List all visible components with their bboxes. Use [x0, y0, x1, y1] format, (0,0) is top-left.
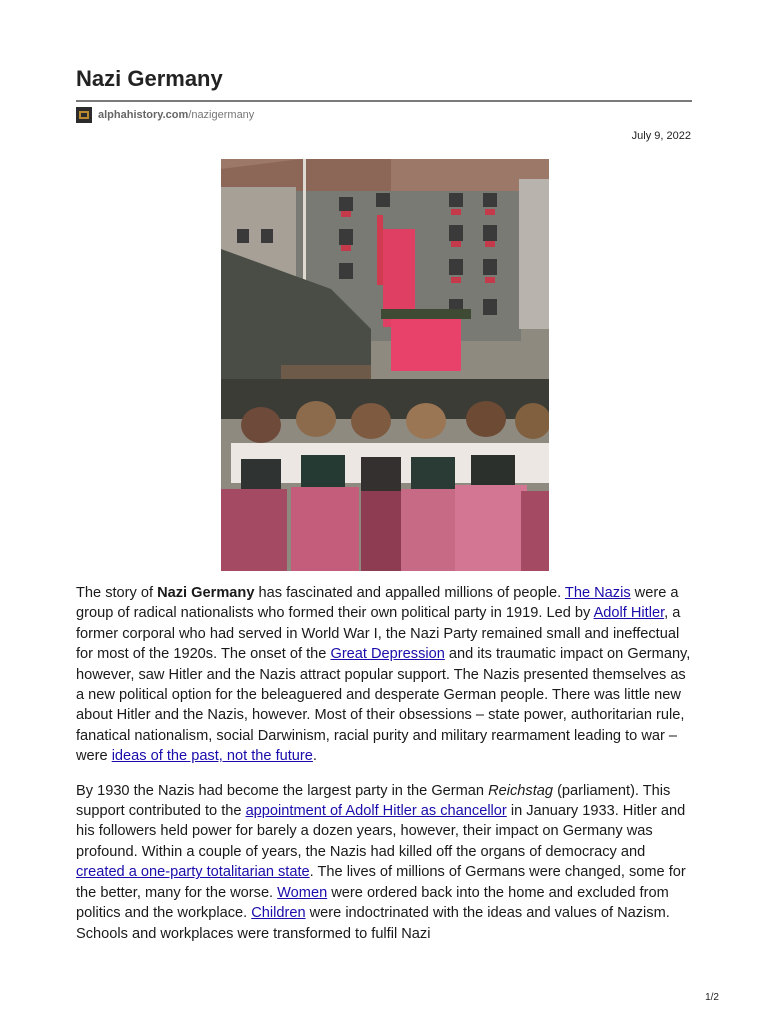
- link-appointment-chancellor[interactable]: appointment of Adolf Hitler as chancellor: [245, 803, 507, 820]
- text-run: . The lives of millions of Germans were changed, some for the better, many for the worse.: [76, 864, 686, 901]
- text-run: , a former corporal who had served in World War I, the Nazi Party remained small and ineffectual for most of the 1920s. The onset of the: [76, 605, 681, 663]
- italic-text: Reichstag: [488, 782, 554, 799]
- article-body: [76, 583, 692, 958]
- link-the-nazis[interactable]: The Nazis: [564, 585, 631, 601]
- link-great-depression[interactable]: Great Depression: [330, 646, 445, 663]
- bold-text: Nazi Germany: [157, 585, 255, 601]
- source-domain[interactable]: alphahistory.com: [98, 109, 189, 121]
- rally-photo: [221, 159, 549, 571]
- link-one-party-state[interactable]: created a one-party totalitarian state: [76, 864, 310, 881]
- text-run: .: [312, 748, 317, 765]
- title-divider: [76, 100, 692, 102]
- publish-date: July 9, 2022: [631, 130, 691, 142]
- page-title: Nazi Germany: [76, 66, 223, 91]
- source-line[interactable]: [76, 107, 254, 123]
- text-run: were indoctrinated with the ideas and values of Nazism. Schools and workplaces were transformed to fulfil Nazi: [76, 905, 670, 942]
- paragraph-second: [76, 781, 692, 944]
- text-run: By 1930 the Nazis had become the largest party in the German: [76, 782, 489, 799]
- alphahistory-favicon-icon: [76, 107, 92, 123]
- link-women[interactable]: Women: [277, 884, 328, 901]
- paragraph-intro: [76, 583, 692, 767]
- page-number: 1/2: [705, 992, 719, 1003]
- text-run: (parliament). This support contributed to the: [76, 782, 671, 820]
- source-path[interactable]: /nazigermany: [188, 109, 255, 121]
- link-adolf-hitler[interactable]: Adolf Hitler: [593, 605, 665, 622]
- text-run: The story of: [76, 585, 158, 601]
- text-run: has fascinated and appalled millions of people.: [254, 585, 565, 601]
- text-run: were a group of radical nationalists who formed their own political party in 1919. Led by: [76, 585, 679, 622]
- link-children[interactable]: Children: [251, 905, 306, 922]
- text-run: were ordered back into the home and excluded from politics and the workplace.: [76, 884, 669, 922]
- text-run: and its traumatic impact on Germany, however, saw Hitler and the Nazis attract popular support. The Nazis presented themselves as a new political option for the beleaguered and desperate German people. There was little new about Hitler and the Nazis, however. Most of their obsessions – state power, authoritarian rule, fanatical nationalism, social Darwinism, racial purity and military rearmament leading to war – were: [76, 646, 691, 765]
- link-ideas-of-the-past[interactable]: ideas of the past, not the future: [111, 748, 313, 765]
- text-run: in January 1933. Hitler and his followers held power for barely a dozen years, however, their impact on Germany was profound. Within a couple of years, the Nazis had killed off the organs of democracy and: [76, 803, 686, 860]
